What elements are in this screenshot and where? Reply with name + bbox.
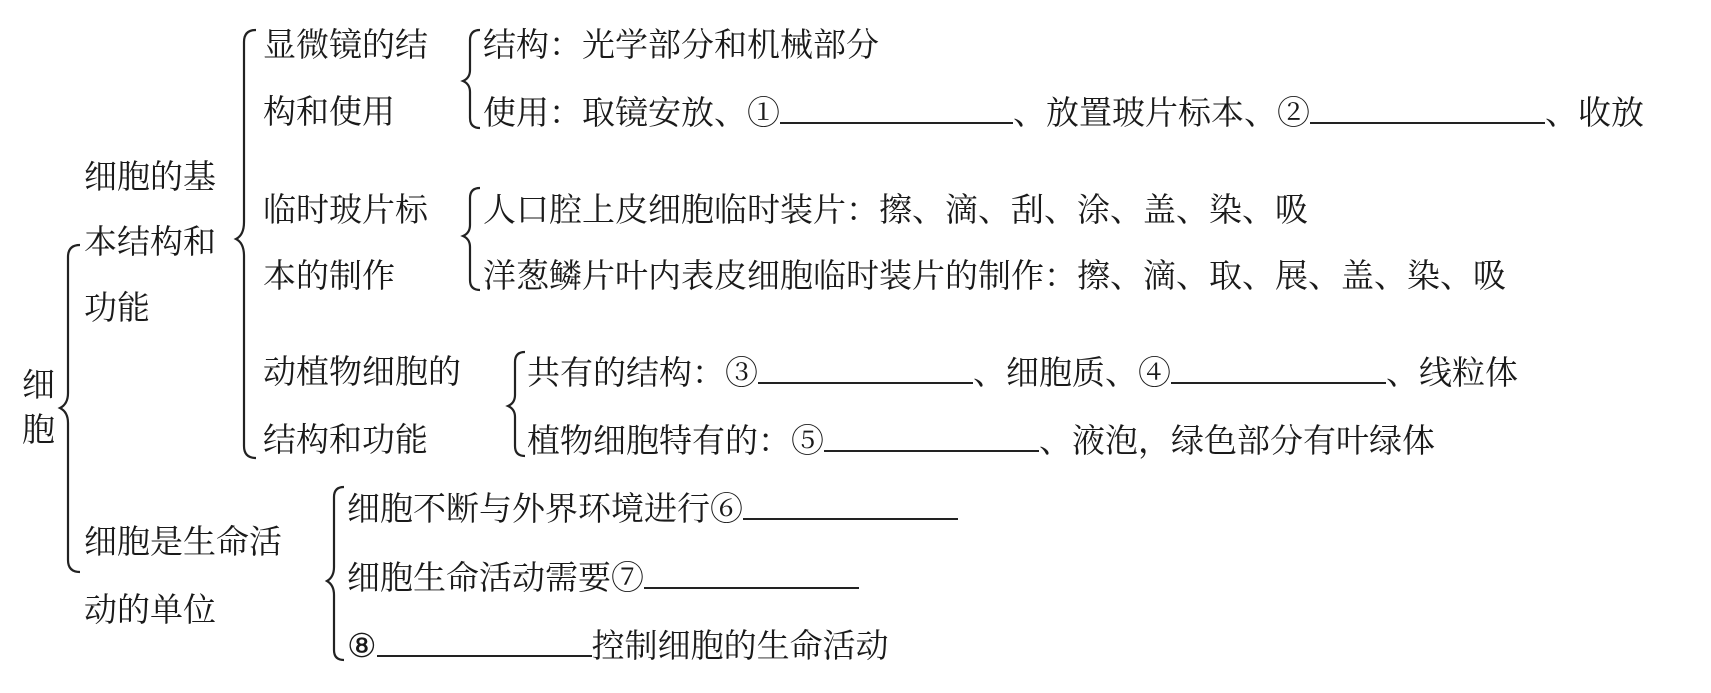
- branch1-label-line3: 功能: [84, 288, 150, 327]
- blank-1[interactable]: [780, 92, 1013, 124]
- slides-brace: [463, 188, 480, 290]
- cells-label-line2: 结构和功能: [263, 420, 428, 459]
- blank-7[interactable]: [644, 557, 859, 589]
- microscope-usage-line: [483, 92, 1644, 133]
- slides-line2-text: 洋葱鳞片叶内表皮细胞临时装片的制作：擦、滴、取、展、盖、染、吸: [483, 256, 1506, 295]
- blank-4[interactable]: [1171, 352, 1386, 384]
- usage-suffix: 、收放: [1545, 93, 1644, 132]
- blank-3[interactable]: [758, 352, 973, 384]
- line3-prefix: ⑧: [347, 626, 377, 665]
- cells-plant-line: [527, 420, 1435, 461]
- usage-mid: 、放置玻片标本、②: [1013, 93, 1310, 132]
- root-brace: [60, 245, 80, 572]
- branch1-label-line2: 本结构和: [84, 222, 216, 261]
- branch2-line2: [347, 557, 859, 598]
- blank-6[interactable]: [743, 488, 958, 520]
- line1-text: 细胞不断与外界环境进行⑥: [347, 489, 743, 528]
- blank-2[interactable]: [1310, 92, 1545, 124]
- slides-label-line2: 本的制作: [263, 256, 395, 295]
- branch2-line1: [347, 488, 958, 529]
- cells-brace: [508, 352, 525, 456]
- common-mid: 、细胞质、④: [973, 353, 1171, 392]
- root-label-line1: 细: [22, 365, 55, 404]
- plant-prefix: 植物细胞特有的：⑤: [527, 421, 824, 460]
- branch1-label-line1: 细胞的基: [84, 157, 216, 196]
- slides-line1-text: 人口腔上皮细胞临时装片：擦、滴、刮、涂、盖、染、吸: [483, 190, 1308, 229]
- cells-common-line: [527, 352, 1518, 393]
- blank-5[interactable]: [824, 420, 1039, 452]
- common-prefix: 共有的结构：③: [527, 353, 758, 392]
- branch1-brace: [236, 30, 256, 458]
- line3-suffix: 控制细胞的生命活动: [591, 626, 889, 665]
- microscope-brace: [463, 30, 480, 128]
- branch2-label-line2: 动的单位: [84, 590, 216, 629]
- branch2-line3: [347, 625, 889, 666]
- microscope-label-line1: 显微镜的结: [263, 25, 428, 64]
- blank-8[interactable]: [377, 625, 592, 657]
- microscope-label-line2: 构和使用: [263, 92, 395, 131]
- cells-label-line1: 动植物细胞的: [263, 352, 461, 391]
- line2-text: 细胞生命活动需要⑦: [347, 558, 644, 597]
- microscope-structure-text: 结构：光学部分和机械部分: [483, 25, 879, 64]
- plant-suffix: 、液泡，绿色部分有叶绿体: [1039, 421, 1435, 460]
- slides-label-line1: 临时玻片标: [263, 190, 428, 229]
- usage-prefix: 使用：取镜安放、①: [483, 93, 780, 132]
- root-label-line2: 胞: [22, 410, 55, 449]
- branch2-label-line1: 细胞是生命活: [84, 522, 282, 561]
- branch2-brace: [327, 487, 344, 660]
- common-suffix: 、线粒体: [1386, 353, 1518, 392]
